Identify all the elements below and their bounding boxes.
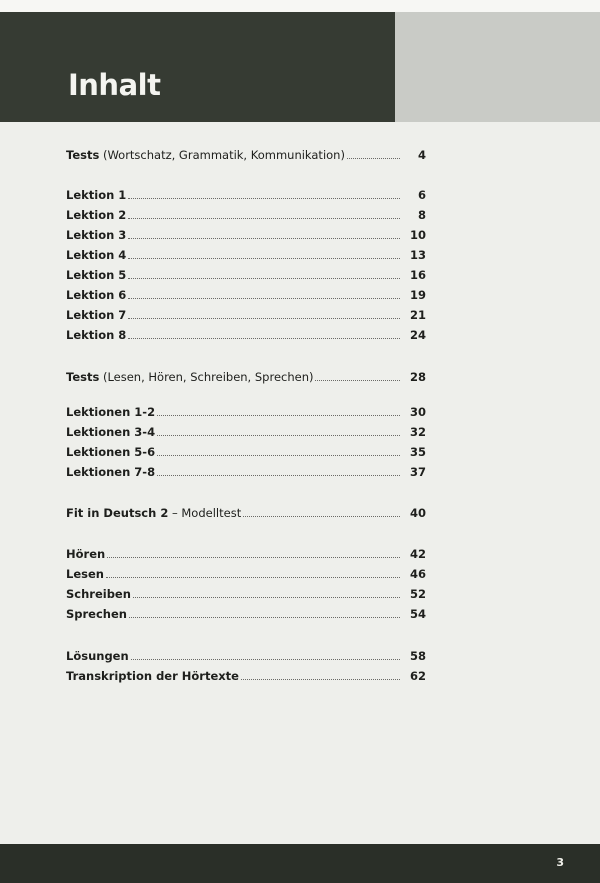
toc-entry-subtitle: (Lesen, Hören, Schreiben, Sprechen): [99, 370, 314, 384]
toc-entry-title: Lektion 7: [66, 308, 127, 322]
toc-entry-title: Lesen: [66, 567, 104, 581]
toc-entry-tests-wortschatz[interactable]: [66, 146, 426, 162]
toc-page-number: 58: [409, 649, 426, 663]
dot-leader: [157, 474, 400, 476]
dot-leader: [241, 678, 400, 680]
toc-entry-title: Lektion 2: [66, 208, 127, 222]
toc-entry-subtitle: (Wortschatz, Grammatik, Kommunikation): [99, 148, 345, 162]
toc-entry-lektion-1[interactable]: [66, 186, 426, 202]
page-number: 3: [556, 856, 564, 869]
header-band-light: [395, 12, 600, 122]
toc-entry-title: Lektion 4: [66, 248, 127, 262]
toc-entry-lektionen-3-4[interactable]: [66, 423, 426, 439]
toc-page-number: 32: [409, 425, 426, 439]
toc-entry-transkription[interactable]: [66, 667, 426, 683]
top-margin: [0, 0, 600, 12]
toc-page-number: 42: [409, 547, 426, 561]
dot-leader: [128, 277, 400, 279]
toc-page-number: 21: [409, 308, 426, 322]
toc-page-number: 62: [409, 669, 426, 683]
toc-entry-title: Lektionen 3-4: [66, 425, 156, 439]
toc-page-number: 10: [409, 228, 426, 242]
toc-entry-title: Fit in Deutsch 2: [66, 506, 169, 520]
toc-entry-lektion-8[interactable]: [66, 326, 426, 342]
toc-entry-sprechen[interactable]: [66, 605, 426, 621]
dot-leader: [347, 157, 400, 159]
dot-leader: [131, 658, 400, 660]
toc-entry-title: Lektionen 7-8: [66, 465, 156, 479]
toc-entry-lektion-7[interactable]: [66, 306, 426, 322]
toc-page-number: 28: [409, 370, 426, 384]
toc-entry-title: Tests: [66, 370, 100, 384]
toc-entry-title: Lektion 3: [66, 228, 127, 242]
dot-leader: [128, 297, 400, 299]
dot-leader: [128, 237, 400, 239]
dot-leader: [128, 317, 400, 319]
header-band-dark: [0, 12, 395, 122]
dot-leader: [128, 217, 400, 219]
toc-entry-loesungen[interactable]: [66, 647, 426, 663]
toc-page-number: 40: [409, 506, 426, 520]
toc-entry-subtitle: – Modelltest: [168, 506, 242, 520]
toc-page-number: 4: [417, 148, 426, 162]
dot-leader: [128, 257, 400, 259]
toc-entry-lektionen-7-8[interactable]: [66, 463, 426, 479]
toc-entry-title: Lektionen 5-6: [66, 445, 156, 459]
dot-leader: [157, 434, 400, 436]
page-title: Inhalt: [68, 68, 161, 102]
dot-leader: [106, 576, 400, 578]
toc-entry-lektion-3[interactable]: [66, 226, 426, 242]
toc-page-number: 13: [409, 248, 426, 262]
dot-leader: [128, 337, 400, 339]
toc-page-number: 46: [409, 567, 426, 581]
toc-entry-modelltest[interactable]: [66, 504, 426, 520]
toc-entry-title: Tests: [66, 148, 100, 162]
toc-entry-title: Lektion 8: [66, 328, 127, 342]
toc-entry-lektion-2[interactable]: [66, 206, 426, 222]
toc-entry-title: Lektion 1: [66, 188, 127, 202]
dot-leader: [133, 596, 400, 598]
toc-page-number: 16: [409, 268, 426, 282]
toc-entry-title: Lektion 5: [66, 268, 127, 282]
toc-entry-tests-fertigkeiten[interactable]: [66, 368, 426, 384]
toc-entry-lesen[interactable]: [66, 565, 426, 581]
toc-entry-lektion-4[interactable]: [66, 246, 426, 262]
toc-entry-title: Schreiben: [66, 587, 131, 601]
toc-page-number: 30: [409, 405, 426, 419]
toc-entry-title: Sprechen: [66, 607, 127, 621]
dot-leader: [243, 515, 400, 517]
toc-entry-hoeren[interactable]: [66, 545, 426, 561]
toc-entry-title: Lösungen: [66, 649, 129, 663]
toc-page-number: 52: [409, 587, 426, 601]
dot-leader: [128, 197, 400, 199]
dot-leader: [157, 414, 400, 416]
footer-band: [0, 844, 600, 883]
toc-page-number: 37: [409, 465, 426, 479]
toc-entry-lektionen-1-2[interactable]: [66, 403, 426, 419]
toc-page-number: 19: [409, 288, 426, 302]
toc-entry-title: Lektionen 1-2: [66, 405, 156, 419]
toc-page-number: 35: [409, 445, 426, 459]
toc-entry-title: Transkription der Hörtexte: [66, 669, 239, 683]
dot-leader: [315, 379, 400, 381]
toc-entry-schreiben[interactable]: [66, 585, 426, 601]
dot-leader: [129, 616, 400, 618]
toc-entry-lektion-6[interactable]: [66, 286, 426, 302]
toc-page-number: 54: [409, 607, 426, 621]
toc-entry-lektion-5[interactable]: [66, 266, 426, 282]
toc-entry-title: Hören: [66, 547, 106, 561]
toc-page-number: 6: [417, 188, 426, 202]
toc-entry-title: Lektion 6: [66, 288, 127, 302]
dot-leader: [157, 454, 400, 456]
toc-page-number: 24: [409, 328, 426, 342]
dot-leader: [107, 556, 400, 558]
toc-entry-lektionen-5-6[interactable]: [66, 443, 426, 459]
toc-page-number: 8: [417, 208, 426, 222]
